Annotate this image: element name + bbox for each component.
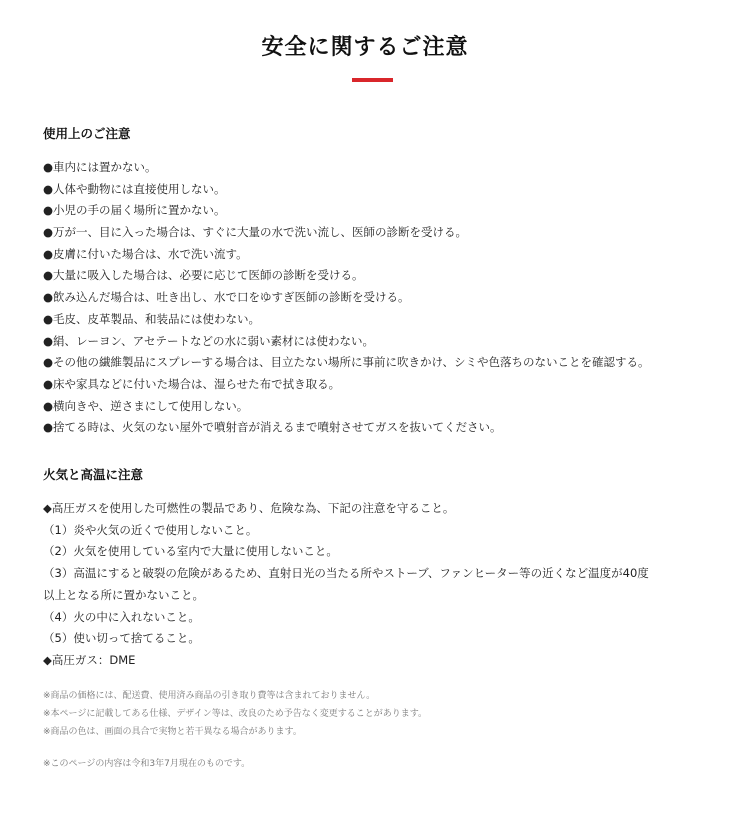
list-item: ●捨てる時は、火気のない屋外で噴射音が消えるまで噴射させてガスを抜いてください。: [43, 420, 502, 435]
footnotes: [43, 687, 703, 741]
list-item: ●床や家具などに付いた場合は、湿らせた布で拭き取る。: [43, 376, 341, 391]
list-item: ●横向きや、逆さまにして使用しない。: [43, 398, 249, 413]
list-item: ●皮膚に付いた場合は、水で洗い流す。: [43, 246, 248, 261]
section-heading-fire: 火気と高温に注意: [43, 467, 144, 482]
date-note: ※このページの内容は令和3年7月現在のものです。: [43, 759, 251, 769]
fire-warning-block: [43, 498, 703, 672]
fire-item: （2）火気を使用している室内で大量に使用しないこと。: [43, 544, 338, 559]
gas-type: ◆高圧ガス：DME: [43, 652, 136, 667]
list-item: ●車内には置かない。: [43, 160, 157, 174]
list-item: ●小児の手の届く場所に置かない。: [43, 203, 226, 218]
fire-item: （5）使い切って捨てること。: [43, 631, 200, 646]
usage-list: [43, 157, 703, 439]
fire-item: （3）高温にすると破裂の危険があるため、直射日光の当たる所やストーブ、ファンヒーター等の近くなど温度が40度: [43, 566, 649, 581]
list-item: ●その他の繊維製品にスプレーする場合は、目立たない場所に事前に吹きかけ、シミや色落ちのないことを確認する。: [43, 355, 650, 370]
section-heading-usage: 使用上のご注意: [43, 126, 131, 141]
footnote: ※商品の色は、画面の具合で実物と若干異なる場合があります。: [43, 727, 302, 737]
title-underline: [352, 78, 393, 82]
fire-intro: ◆高圧ガスを使用した可燃性の製品であり、危険な為、下記の注意を守ること。: [43, 501, 455, 515]
list-item: ●絹、レーヨン、アセテートなどの水に弱い素材には使わない。: [43, 333, 374, 348]
footnote: ※商品の価格には、配送費、使用済み商品の引き取り費等は含まれておりません。: [43, 691, 376, 701]
fire-item: （4）火の中に入れないこと。: [43, 609, 200, 624]
fire-item: 以上となる所に置かないこと。: [43, 587, 204, 602]
fire-item: （1）炎や火気の近くで使用しないこと。: [43, 522, 258, 537]
list-item: ●万が一、目に入った場合は、すぐに大量の水で洗い流し、医師の診断を受ける。: [43, 225, 468, 240]
list-item: ●飲み込んだ場合は、吐き出し、水で口をゆすぎ医師の診断を受ける。: [43, 290, 410, 305]
footnote: ※本ページに記載してある仕様、デザイン等は、改良のため予告なく変更することがあります。: [43, 709, 428, 719]
list-item: ●人体や動物には直接使用しない。: [43, 181, 226, 196]
page-title: 安全に関するご注意: [261, 35, 469, 60]
list-item: ●毛皮、皮革製品、和装品には使わない。: [43, 311, 261, 326]
list-item: ●大量に吸入した場合は、必要に応じて医師の診断を受ける。: [43, 268, 364, 283]
